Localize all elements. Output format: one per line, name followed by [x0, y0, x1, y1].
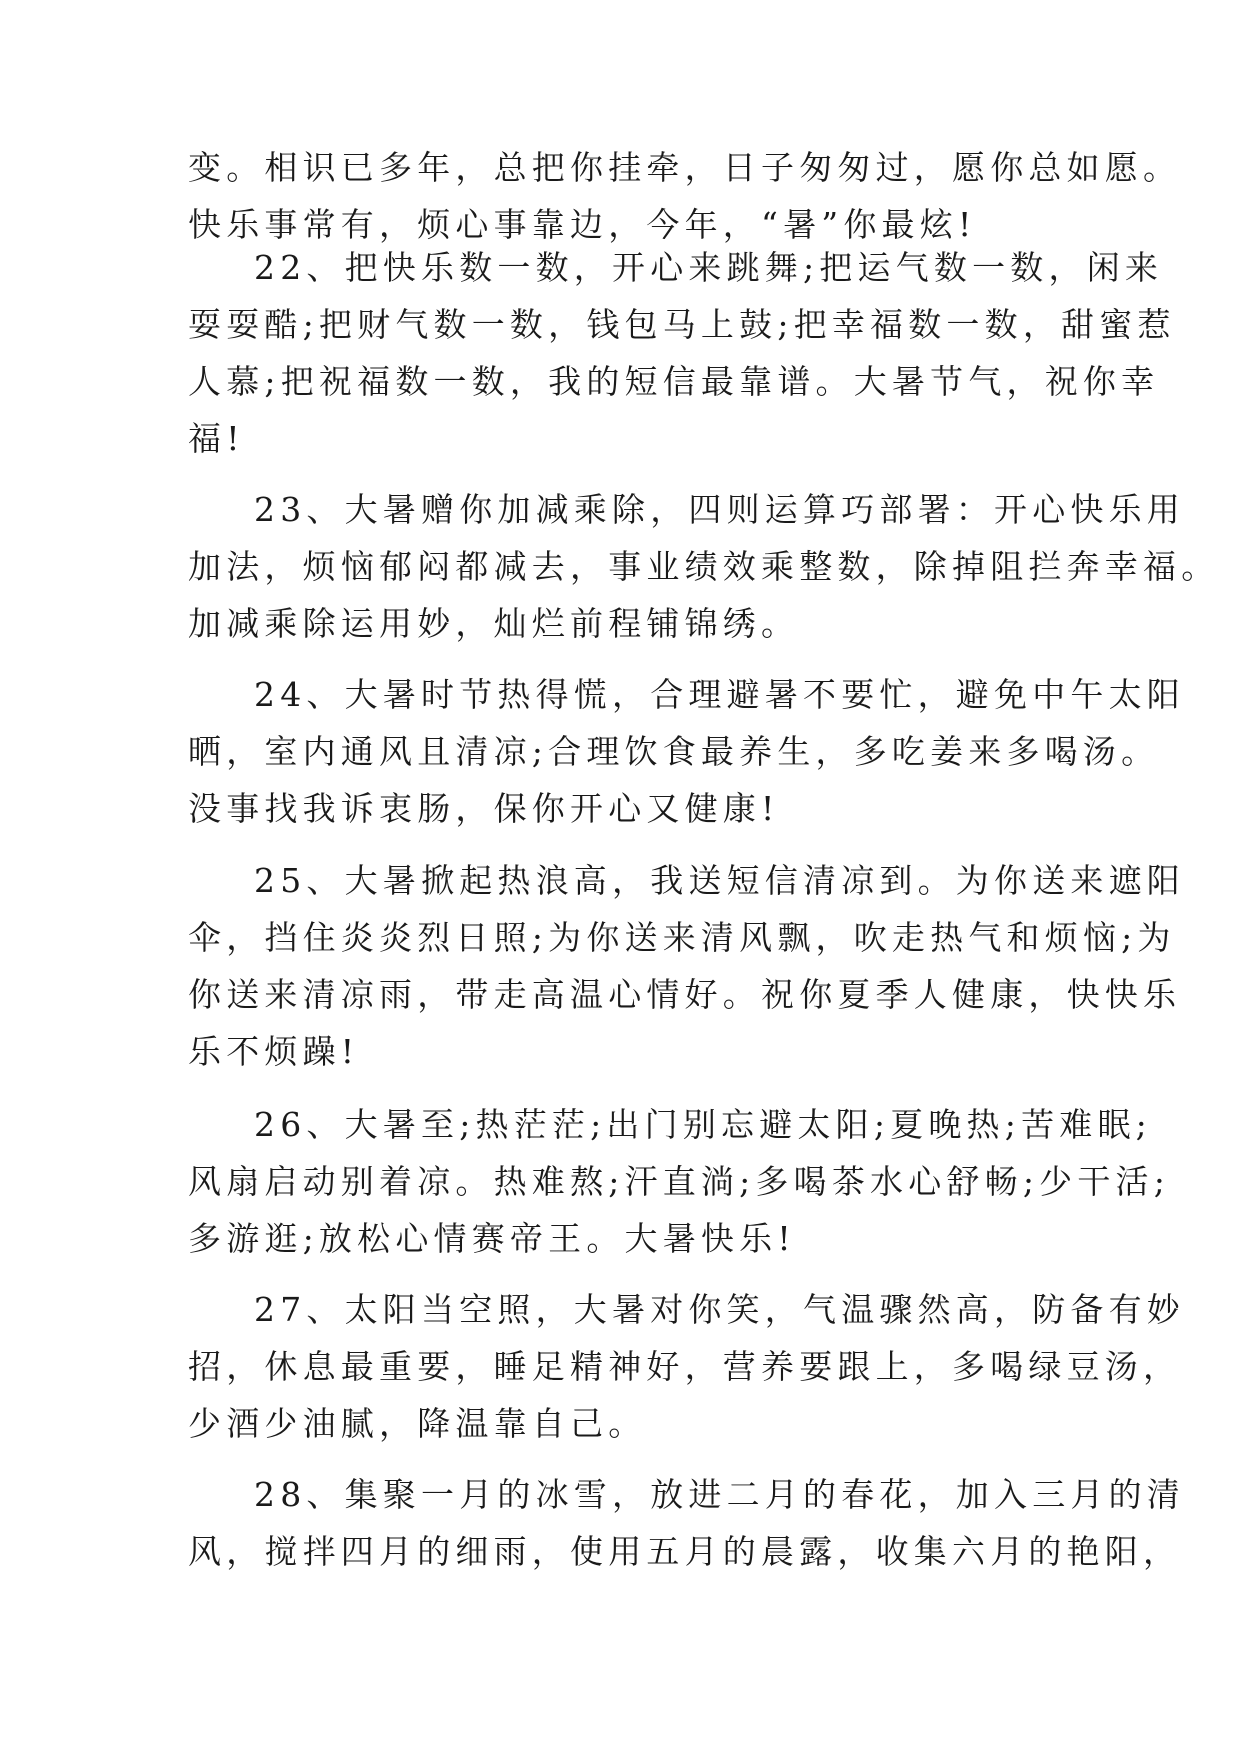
paragraph-24-line: 24、大暑时节热得慌，合理避暑不要忙，避免中午太阳	[254, 675, 1185, 714]
text-line: 风扇启动别着凉。热难熬;汗直淌;多喝茶水心舒畅;少干活;	[188, 1162, 1171, 1201]
paragraph-25-line: 25、大暑掀起热浪高，我送短信清凉到。为你送来遮阳	[254, 861, 1185, 900]
text-line: 变。相识已多年，总把你挂牵，日子匆匆过，愿你总如愿。	[188, 148, 1182, 187]
paragraph-22-line: 22、把快乐数一数，开心来跳舞;把运气数一数，闲来	[254, 248, 1164, 287]
text-line: 加法，烦恼郁闷都减去，事业绩效乘整数，除掉阻拦奔幸福。	[188, 547, 1220, 586]
text-line: 晒，室内通风且清凉;合理饮食最养生，多吃姜来多喝汤。	[188, 732, 1160, 771]
text-line: 快乐事常有，烦心事靠边，今年，“暑”你最炫!	[188, 205, 977, 244]
text-line: 加减乘除运用妙，灿烂前程铺锦绣。	[188, 604, 800, 643]
text-line: 多游逛;放松心情赛帝王。大暑快乐!	[188, 1219, 796, 1258]
text-line: 没事找我诉衷肠，保你开心又健康!	[188, 789, 780, 828]
text-line: 耍耍酷;把财气数一数，钱包马上鼓;把幸福数一数，甜蜜惹	[188, 305, 1176, 344]
paragraph-28-line: 28、集聚一月的冰雪，放进二月的春花，加入三月的清	[254, 1475, 1185, 1514]
paragraph-26-line: 26、大暑至;热茫茫;出门别忘避太阳;夏晚热;苦难眠;	[254, 1105, 1152, 1144]
text-line: 乐不烦躁!	[188, 1032, 360, 1071]
text-line: 你送来清凉雨，带走高温心情好。祝你夏季人健康，快快乐	[188, 975, 1182, 1014]
text-line: 少酒少油腻，降温靠自己。	[188, 1404, 647, 1443]
paragraph-23-line: 23、大暑赠你加减乘除，四则运算巧部署：开心快乐用	[254, 490, 1185, 529]
text-line: 招，休息最重要，睡足精神好，营养要跟上，多喝绿豆汤，	[188, 1347, 1182, 1386]
text-line: 伞，挡住炎炎烈日照;为你送来清风飘，吹走热气和烦恼;为	[188, 918, 1176, 957]
text-line: 风，搅拌四月的细雨，使用五月的晨露，收集六月的艳阳，	[188, 1532, 1182, 1571]
paragraph-27-line: 27、太阳当空照，大暑对你笑，气温骤然高，防备有妙	[254, 1290, 1185, 1329]
text-line: 人慕;把祝福数一数，我的短信最靠谱。大暑节气，祝你幸	[188, 362, 1160, 401]
text-line: 福!	[188, 419, 245, 458]
